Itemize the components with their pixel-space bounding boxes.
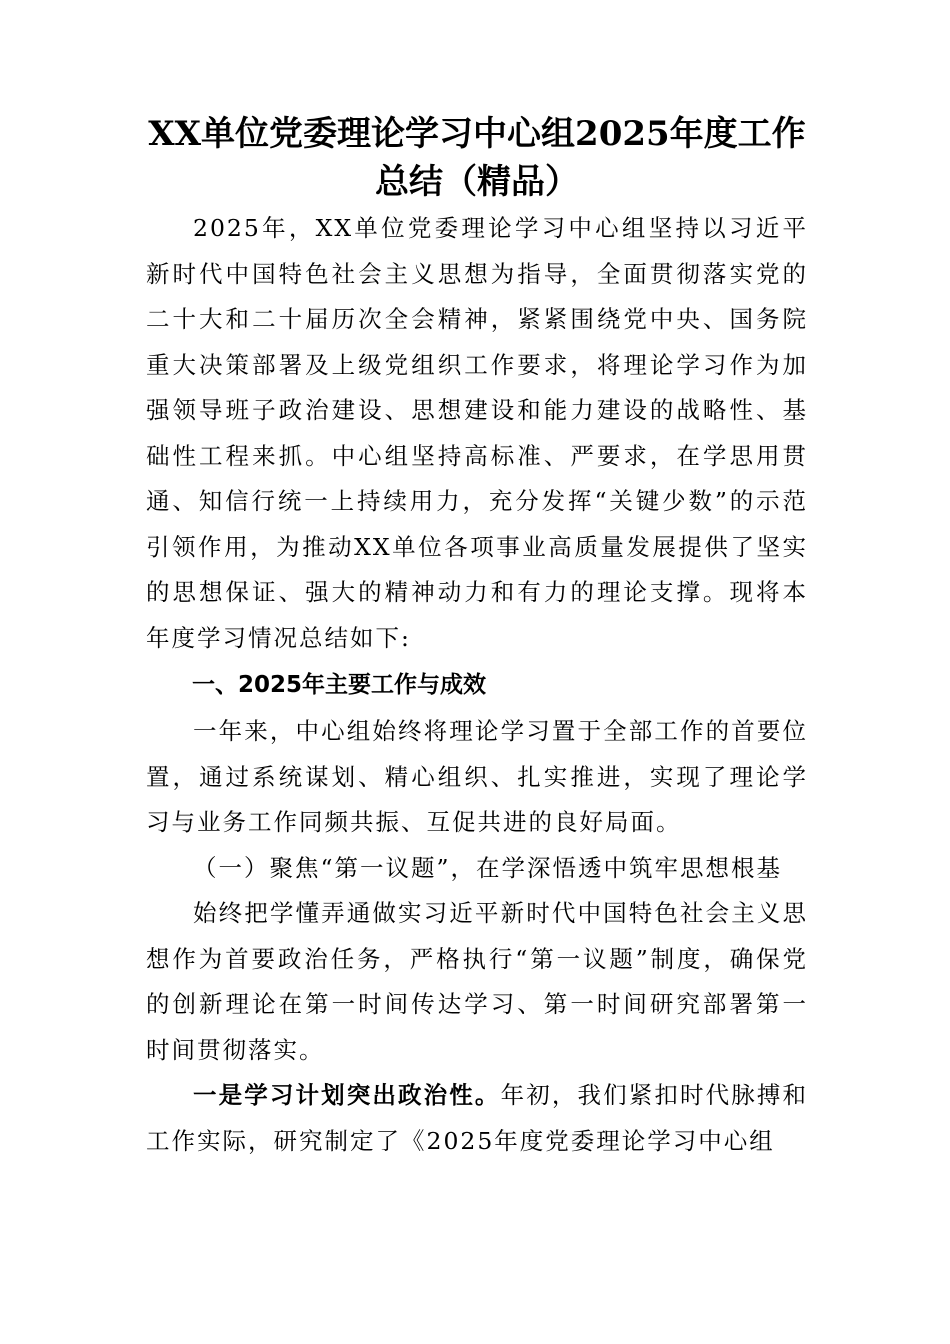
point-1-paragraph <box>146 1073 808 1164</box>
point-1-lead: 一是学习计划突出政治性。 <box>193 1081 501 1109</box>
subsection-1-paragraph: 始终把学懂弄通做实习近平新时代中国特色社会主义思想作为首要政治任务，严格执行“第一议题”制度，确保党的创新理论在第一时间传达学习、第一时间研究部署第一时间贯彻落实。 <box>146 899 808 1064</box>
document-title: XX单位党委理论学习中心组2025年度工作总结（精品） <box>148 114 806 202</box>
section-1-paragraph: 一年来，中心组始终将理论学习置于全部工作的首要位置，通过系统谋划、精心组织、扎实推进，实现了理论学习与业务工作同频共振、互促共进的良好局面。 <box>146 717 808 836</box>
section-heading-1: 一、2025年主要工作与成效 <box>192 672 487 698</box>
subsection-heading-1: （一）聚焦“第一议题”，在学深悟透中筑牢思想根基 <box>193 853 783 882</box>
intro-paragraph: 2025年，XX单位党委理论学习中心组坚持以习近平新时代中国特色社会主义思想为指导，全面贯彻落实党的二十大和二十届历次全会精神，紧紧围绕党中央、国务院重大决策部署及上级党组织工作要求，将理论学习作为加强领导班子政治建设、思想建设和能力建设的战略性、基础性工程来抓。中心组坚持高标准、严要求，在学思用贯通、知信行统一上持续用力，充分发挥“关键少数”的示范引领作用，为推动XX单位各项事业高质量发展提供了坚实的思想保证、强大的精神动力和有力的理论支撑。现将本年度学习情况总结如下: <box>146 214 808 652</box>
point-1-text: 年初，我们紧扣时代脉搏和工作实际，研究制定了《2025年度党委理论学习中心组 <box>146 1081 809 1155</box>
document-page <box>146 110 808 1164</box>
